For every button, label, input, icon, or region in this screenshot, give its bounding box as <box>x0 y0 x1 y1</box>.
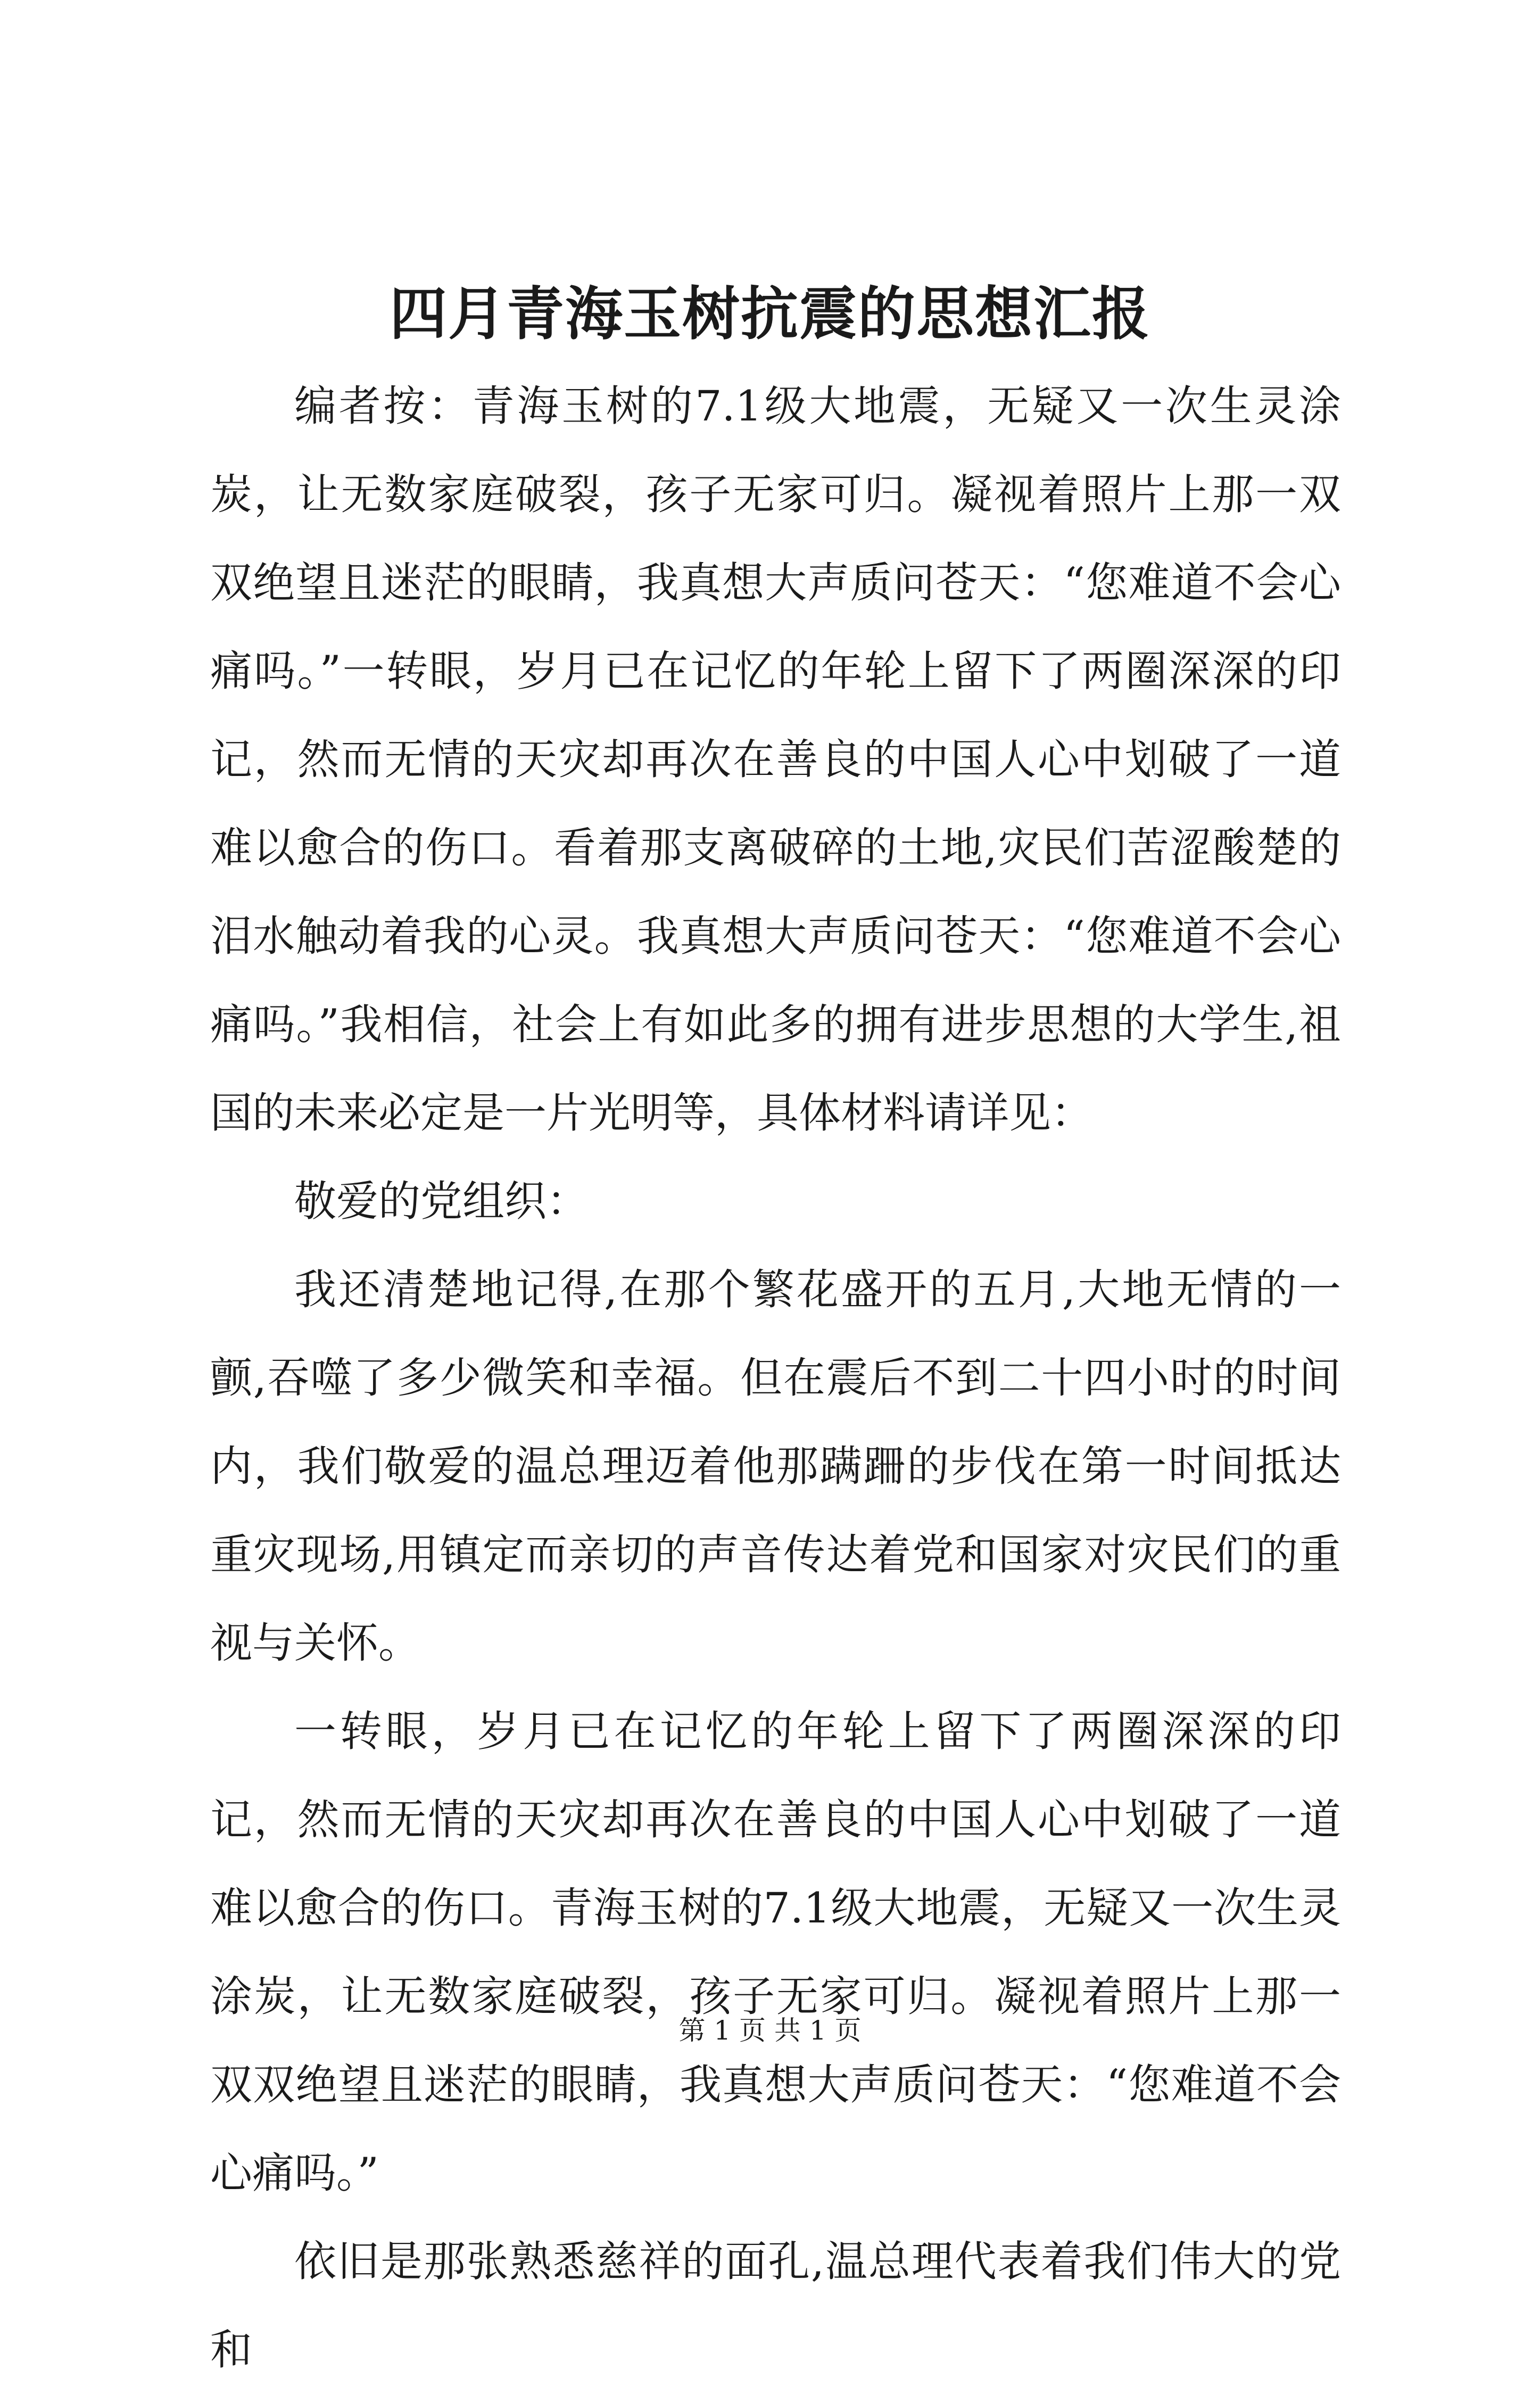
paragraph-premier: 依旧是那张熟悉慈祥的面孔,温总理代表着我们伟大的党和 <box>210 2237 1341 2374</box>
document-body <box>210 362 1341 2394</box>
paragraph-memory: 我还清楚地记得,在那个繁花盛开的五月,大地无情的一颤,吞噬了多少微笑和幸福。但在震后不到二十四小时的时间内，我们敬爱的温总理迈着他那蹒跚的步伐在第一时间抵达重灾现场,用镇定而亲切的声音传达着党和国家对灾民们的重视与关怀。 <box>210 1265 1341 1667</box>
paragraph-editor-note: 编者按：青海玉树的7.1级大地震，无疑又一次生灵涂炭，让无数家庭破裂，孩子无家可归。凝视着照片上那一双双绝望且迷茫的眼睛，我真想大声质问苍天：“您难道不会心痛吗。”一转眼，岁月已在记忆的年轮上留下了两圈深深的印记，然而无情的天灾却再次在善良的中国人心中划破了一道难以愈合的伤口。看着那支离破碎的土地,灾民们苦涩酸楚的泪水触动着我的心灵。我真想大声质问苍天：“您难道不会心痛吗。”我相信，社会上有如此多的拥有进步思想的大学生,祖国的未来必定是一片光明等，具体材料请详见： <box>210 382 1341 1137</box>
paragraph-yushu-earthquake: 一转眼，岁月已在记忆的年轮上留下了两圈深深的印记，然而无情的天灾却再次在善良的中国人心中划破了一道难以愈合的伤口。青海玉树的7.1级大地震，无疑又一次生灵涂炭，让无数家庭破裂，孩子无家可归。凝视着照片上那一双双绝望且迷茫的眼睛，我真想大声质问苍天：“您难道不会心痛吗。” <box>210 1707 1341 2198</box>
document-title: 四月青海玉树抗震的思想汇报 <box>389 280 1150 348</box>
page-number-footer: 第 1 页 共 1 页 <box>678 2015 862 2046</box>
paragraph-salutation: 敬爱的党组织： <box>294 1177 589 1226</box>
